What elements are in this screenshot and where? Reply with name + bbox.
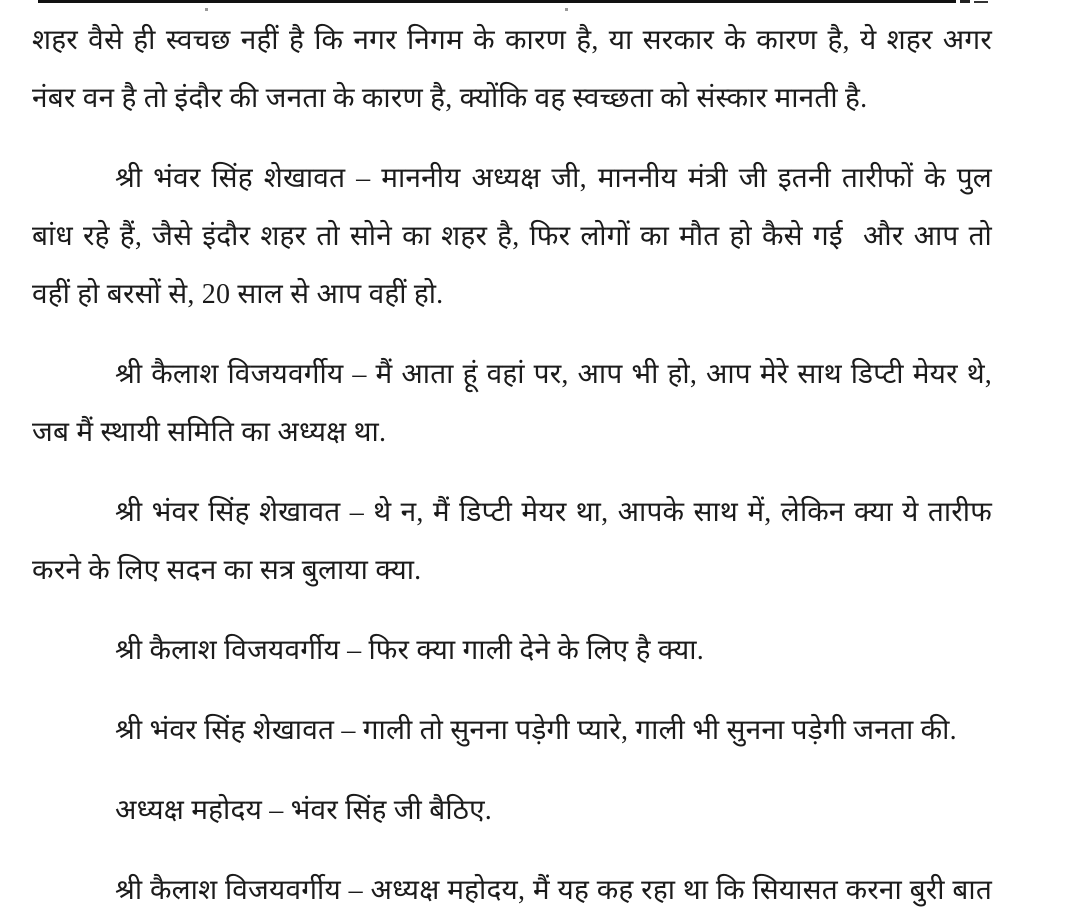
paragraph (32, 782, 992, 840)
text-line: श्री भंवर सिंह शेखावत – गाली तो सुनना पड़ेगी प्यारे, गाली भी सुनना पड़ेगी जनता की. (115, 715, 957, 746)
text-line: बांध रहे हैं, जैसे इंदौर शहर तो सोने का शहर है, फिर लोगों का मौत हो कैसे गई और आप तो (32, 221, 992, 252)
text-line: करने के लिए सदन का सत्र बुलाया क्या. (32, 555, 422, 586)
cropped-line-dash (960, 0, 970, 3)
document-body (32, 12, 992, 911)
cropped-line-bar (38, 0, 956, 3)
paragraph (32, 150, 992, 324)
paragraph (32, 346, 992, 462)
text-line: श्री कैलाश विजयवर्गीय – फिर क्या गाली देने के लिए है क्या. (115, 635, 704, 666)
paragraph (32, 862, 992, 911)
text-line: शहर वैसे ही स्वचछ नहीं है कि नगर निगम के कारण है, या सरकार के कारण है, ये शहर अगर (32, 25, 992, 56)
text-line: जब मैं स्थायी समिति का अध्यक्ष था. (32, 417, 387, 448)
paragraph (32, 622, 992, 680)
paragraph (32, 484, 992, 600)
cropped-line-dash (974, 1, 988, 3)
text-line: श्री भंवर सिंह शेखावत – थे न, मैं डिप्टी मेयर था, आपके साथ में, लेकिन क्या ये तारीफ (115, 497, 992, 528)
text-line: अध्यक्ष महोदय – भंवर सिंह जी बैठिए. (115, 795, 492, 826)
text-line: श्री कैलाश विजयवर्गीय – मैं आता हूं वहां पर, आप भी हो, आप मेरे साथ डिप्टी मेयर थे, (115, 359, 992, 390)
paragraph (32, 12, 992, 128)
text-line: वहीं हो बरसों से, 20 साल से आप वहीं हो. (32, 279, 444, 310)
scan-speck (205, 8, 208, 11)
paragraph (32, 702, 992, 760)
scan-speck (565, 8, 568, 11)
text-line: श्री भंवर सिंह शेखावत – माननीय अध्यक्ष जी, माननीय मंत्री जी इतनी तारीफों के पुल (115, 163, 992, 194)
text-line: श्री कैलाश विजयवर्गीय – अध्यक्ष महोदय, मैं यह कह रहा था कि सियासत करना बुरी बात (115, 875, 992, 906)
text-line: नंबर वन है तो इंदौर की जनता के कारण है, क्योंकि वह स्वच्छता को संस्कार मानती है. (32, 83, 868, 114)
